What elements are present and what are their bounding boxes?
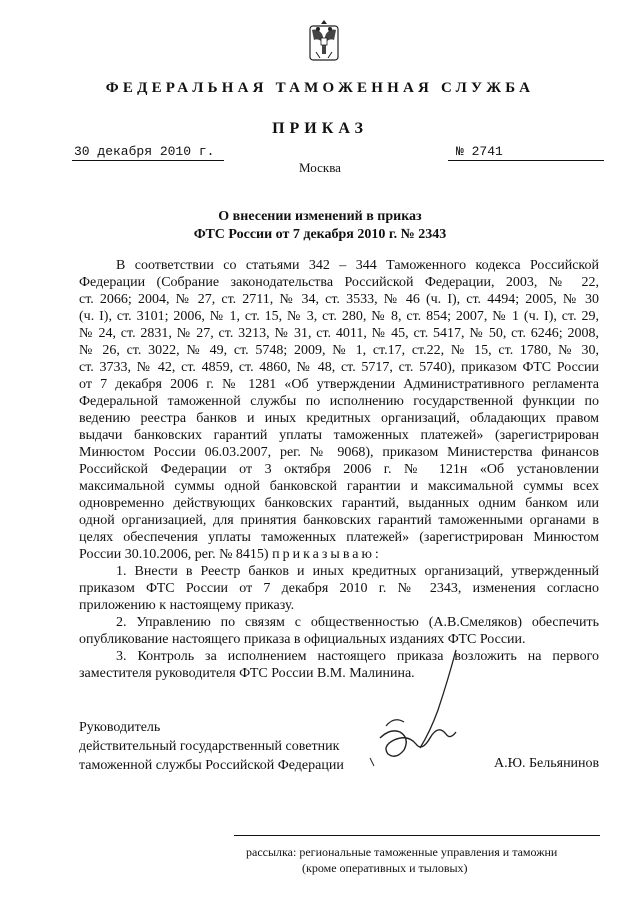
text-line: 2. Управлению по связям с общественностью (А.В.Смеляков) обеспечить — [116, 615, 599, 630]
text-line: целях обеспечения уплаты таможенных платежей» (зарегистрирован Минюстом — [79, 530, 599, 545]
text-line: одной организацией, для принятия банковских гарантий таможенными органами в — [79, 513, 599, 528]
text-line: В соответствии со статьями 342 – 344 Таможенного кодекса Российской — [116, 258, 599, 273]
document-type: ПРИКАЗ — [272, 120, 368, 137]
text-line: Федеральной таможенной службы по исполнению государственной функции по — [79, 394, 599, 409]
text-line: одновременно действующих банковских гарантий, выданных одним банком или — [79, 496, 599, 511]
text-line: (ч. I), ст. 3101; 2006, № 1, ст. 15, № 3, ст. 280, № 8, ст. 854; 2007, № 1 (ч. I), ст. 29, — [79, 309, 599, 324]
text-line: Российской Федерации от 3 октября 2006 г. № 121н «Об установлении — [79, 462, 599, 477]
text-line: 3. Контроль за исполнением настоящего приказа возложить на первого — [116, 649, 599, 664]
text-line: № 26, ст. 3022, № 49, ст. 5748; 2009, № 1, ст.17, ст.22, № 15, ст. 1780, № 30, — [79, 343, 599, 358]
preamble-last-prefix: России 30.10.2006, рег. № 8415) — [79, 547, 269, 562]
signer-rank-line-1: действительный государственный советник — [79, 739, 340, 754]
title-line-1: О внесении изменений в приказ — [218, 209, 422, 224]
signer-rank-line-2: таможенной службы Российской Федерации — [79, 758, 344, 773]
distribution-divider — [234, 835, 600, 836]
title-line-2: ФТС России от 7 декабря 2010 г. № 2343 — [193, 227, 447, 242]
text-line: приказом ФТС России от 7 декабря 2010 г. № 2343, изменения согласно — [79, 581, 599, 596]
preamble — [79, 257, 599, 563]
distribution-line-2: (кроме оперативных и тыловых) — [302, 861, 468, 875]
item-2 — [79, 614, 599, 648]
text-line: Минюстом России 06.03.2007, рег. № 9068), приказом Министерства финансов — [79, 445, 599, 460]
city: Москва — [299, 160, 341, 175]
order-verb: приказываю: — [272, 547, 382, 562]
text-line: максимальной суммы одной банковской гарантии и максимальной суммы всех — [79, 479, 599, 494]
signer-name: А.Ю. Бельянинов — [494, 756, 600, 771]
text-line: приложению к настоящему приказу. — [79, 598, 295, 613]
text-line: 1. Внести в Реестр банков и иных кредитных организаций, утвержденный — [116, 564, 599, 579]
text-line: опубликование настоящего приказа в официальных изданиях ФТС России. — [79, 632, 526, 647]
signer-role: Руководитель — [79, 720, 161, 735]
text-line: заместителя руководителя ФТС России В.М. Малинина. — [79, 666, 415, 681]
coat-of-arms-emblem — [304, 14, 344, 64]
distribution-line-1: рассылка: региональные таможенные управления и таможни — [246, 845, 558, 859]
text-line: от 7 декабря 2006 г. № 1281 «Об утверждении Административного регламента — [79, 377, 599, 392]
text-line: ведению реестра банков и иных кредитных организаций, обладающих правом — [79, 411, 599, 426]
document-body — [79, 257, 599, 682]
text-line: ст. 3733, № 42, ст. 4859, ст. 4860, № 48, ст. 5717, ст. 5740), приказом ФТС России — [79, 360, 599, 375]
item-1 — [79, 563, 599, 614]
text-line — [79, 546, 599, 563]
order-number: № 2741 — [448, 144, 604, 161]
text-line: Федерации (Собрание законодательства Российской Федерации, 2003, № 22, — [79, 275, 599, 290]
text-line: № 24, ст. 2831, № 27, ст. 3213, № 31, ст. 4011, № 45, ст. 5417, № 50, ст. 6246; 2008, — [79, 326, 599, 341]
document-title — [0, 208, 640, 244]
order-date: 30 декабря 2010 г. — [72, 144, 224, 161]
text-line: ст. 2066; 2004, № 27, ст. 2711, № 34, ст. 3533, № 46 (ч. I), ст. 4494; 2005, № 30 — [79, 292, 599, 307]
item-3 — [79, 648, 599, 682]
text-line: выдачи банковских гарантий уплаты таможенных платежей» (зарегистрирован — [79, 428, 599, 443]
agency-name: ФЕДЕРАЛЬНАЯ ТАМОЖЕННАЯ СЛУЖБА — [105, 80, 535, 96]
